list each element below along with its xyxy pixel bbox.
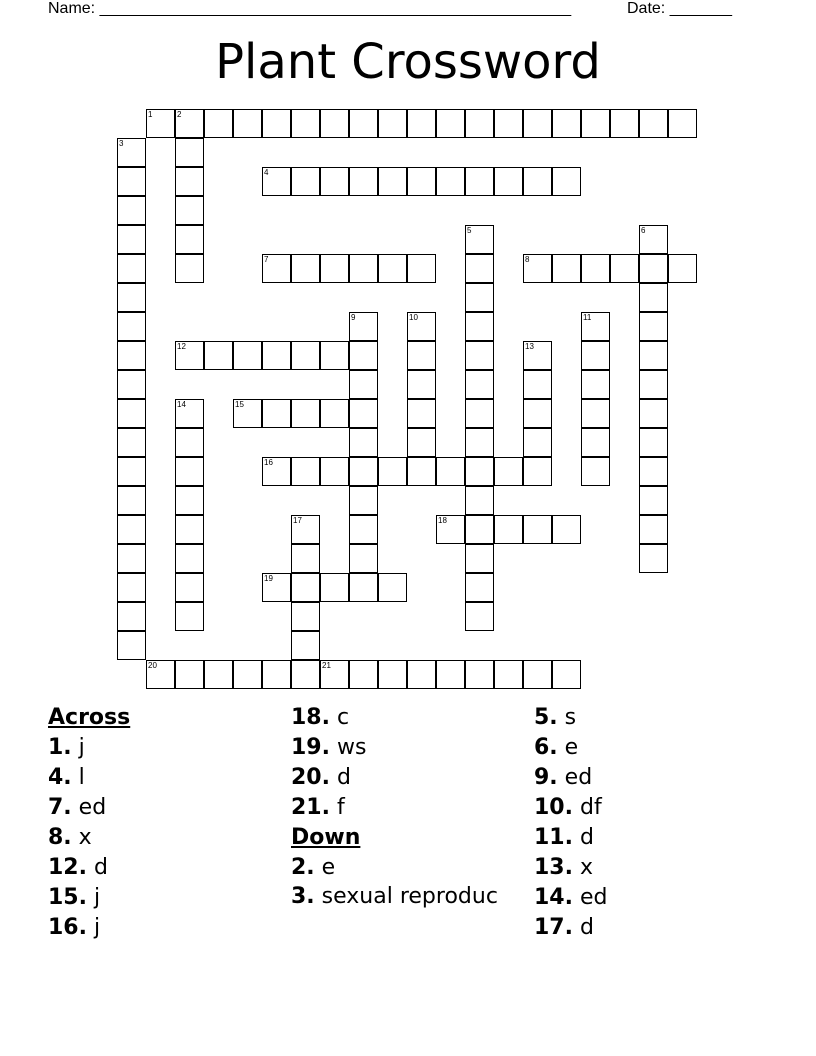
grid-cell[interactable]: [175, 602, 204, 631]
grid-cell[interactable]: [465, 428, 494, 457]
grid-cell[interactable]: [291, 457, 320, 486]
grid-cell[interactable]: [378, 109, 407, 138]
grid-cell[interactable]: [349, 312, 378, 341]
clue-number: 7: [264, 255, 269, 264]
clue-number-label: 13.: [534, 855, 573, 880]
grid-cell[interactable]: [523, 370, 552, 399]
grid-cell[interactable]: [175, 428, 204, 457]
grid-cell[interactable]: [465, 283, 494, 312]
grid-cell[interactable]: [668, 109, 697, 138]
grid-cell[interactable]: [117, 167, 146, 196]
grid-cell[interactable]: [523, 341, 552, 370]
across-clue: [48, 883, 278, 913]
across-clue: [48, 913, 278, 943]
clue-number: 14: [177, 400, 186, 409]
grid-cell[interactable]: [349, 457, 378, 486]
grid-cell[interactable]: [523, 428, 552, 457]
clue-number-label: 19.: [291, 735, 330, 760]
grid-cell[interactable]: [291, 399, 320, 428]
clue-column-2: [291, 703, 521, 910]
grid-cell[interactable]: [581, 254, 610, 283]
grid-cell[interactable]: [407, 370, 436, 399]
grid-cell[interactable]: [262, 167, 291, 196]
name-label: Name:: [48, 0, 96, 17]
grid-cell[interactable]: [465, 254, 494, 283]
grid-cell[interactable]: [320, 167, 349, 196]
grid-cell[interactable]: [204, 660, 233, 689]
grid-cell[interactable]: [465, 602, 494, 631]
grid-cell[interactable]: [291, 602, 320, 631]
grid-cell[interactable]: [117, 399, 146, 428]
clue-text: e: [564, 735, 579, 760]
clue-column-3: [534, 703, 764, 943]
grid-cell[interactable]: [320, 341, 349, 370]
grid-cell[interactable]: [117, 225, 146, 254]
grid-cell[interactable]: [436, 167, 465, 196]
grid-cell[interactable]: [175, 515, 204, 544]
grid-cell[interactable]: [349, 399, 378, 428]
clue-number: 19: [264, 574, 273, 583]
clue-number-label: 15.: [48, 885, 87, 910]
grid-cell[interactable]: [291, 109, 320, 138]
grid-cell[interactable]: [407, 254, 436, 283]
clue-number: 1: [148, 110, 153, 119]
clue-text: sexual reproduc: [321, 884, 498, 909]
grid-cell[interactable]: [465, 515, 494, 544]
across-clue: [48, 733, 278, 763]
grid-cell[interactable]: [291, 167, 320, 196]
grid-cell[interactable]: [610, 109, 639, 138]
clue-number-label: 12.: [48, 855, 87, 880]
clue-number-label: 14.: [534, 885, 573, 910]
grid-cell[interactable]: [175, 660, 204, 689]
grid-cell[interactable]: [639, 254, 668, 283]
grid-cell[interactable]: [320, 457, 349, 486]
grid-cell[interactable]: [175, 341, 204, 370]
clue-text: ed: [78, 795, 107, 820]
grid-cell[interactable]: [291, 544, 320, 573]
page-title: Plant Crossword: [215, 34, 601, 90]
grid-cell[interactable]: [494, 515, 523, 544]
grid-cell[interactable]: [552, 167, 581, 196]
grid-cell[interactable]: [349, 573, 378, 602]
grid-cell[interactable]: [117, 312, 146, 341]
grid-cell[interactable]: [117, 254, 146, 283]
grid-cell[interactable]: [407, 109, 436, 138]
clue-number-label: 18.: [291, 705, 330, 730]
grid-cell[interactable]: [117, 370, 146, 399]
grid-cell[interactable]: [581, 109, 610, 138]
grid-cell[interactable]: [291, 631, 320, 660]
grid-cell[interactable]: [349, 515, 378, 544]
grid-cell[interactable]: [639, 109, 668, 138]
grid-cell[interactable]: [320, 573, 349, 602]
grid-cell[interactable]: [320, 660, 349, 689]
clue-text: e: [321, 855, 336, 880]
grid-cell[interactable]: [407, 457, 436, 486]
clue-number: 5: [467, 226, 472, 235]
grid-cell[interactable]: [117, 138, 146, 167]
grid-cell[interactable]: [407, 428, 436, 457]
grid-cell[interactable]: [349, 109, 378, 138]
grid-cell[interactable]: [378, 167, 407, 196]
clue-column-1: [48, 703, 278, 943]
grid-cell[interactable]: [349, 341, 378, 370]
grid-cell[interactable]: [233, 399, 262, 428]
clue-text: s: [564, 705, 577, 730]
grid-cell[interactable]: [233, 109, 262, 138]
grid-cell[interactable]: [262, 457, 291, 486]
down-clue: [534, 823, 764, 853]
grid-cell[interactable]: [639, 312, 668, 341]
grid-cell[interactable]: [639, 370, 668, 399]
clue-number: 16: [264, 458, 273, 467]
clue-number-label: 1.: [48, 735, 72, 760]
across-clue: [48, 793, 278, 823]
grid-cell[interactable]: [581, 428, 610, 457]
grid-cell[interactable]: [436, 515, 465, 544]
grid-cell[interactable]: [146, 109, 175, 138]
clue-number: 6: [641, 226, 646, 235]
clue-number: 4: [264, 168, 269, 177]
grid-cell[interactable]: [262, 573, 291, 602]
clue-number-label: 21.: [291, 795, 330, 820]
grid-cell[interactable]: [668, 254, 697, 283]
clue-number: 13: [525, 342, 534, 351]
grid-cell[interactable]: [436, 457, 465, 486]
grid-cell[interactable]: [175, 544, 204, 573]
grid-cell[interactable]: [407, 399, 436, 428]
down-heading: Down: [291, 825, 361, 850]
grid-cell[interactable]: [465, 225, 494, 254]
name-line: _____________________________________________________: [99, 0, 572, 17]
grid-cell[interactable]: [117, 341, 146, 370]
clue-number: 11: [583, 313, 592, 322]
clue-number-label: 17.: [534, 915, 573, 940]
grid-cell[interactable]: [407, 341, 436, 370]
grid-cell[interactable]: [378, 254, 407, 283]
clue-number: 9: [351, 313, 356, 322]
clue-number: 18: [438, 516, 447, 525]
grid-cell[interactable]: [378, 457, 407, 486]
grid-cell[interactable]: [175, 399, 204, 428]
clue-number: 3: [119, 139, 124, 148]
clue-number: 17: [293, 516, 302, 525]
grid-cell[interactable]: [552, 109, 581, 138]
clue-text: f: [336, 795, 345, 820]
grid-cell[interactable]: [117, 196, 146, 225]
grid-cell[interactable]: [349, 370, 378, 399]
clue-number: 8: [525, 255, 530, 264]
grid-cell[interactable]: [639, 544, 668, 573]
clue-number-label: 11.: [534, 825, 573, 850]
grid-cell[interactable]: [349, 486, 378, 515]
grid-cell[interactable]: [465, 486, 494, 515]
grid-cell[interactable]: [523, 254, 552, 283]
down-clue: [534, 763, 764, 793]
across-heading: Across: [48, 705, 131, 730]
grid-cell[interactable]: [349, 544, 378, 573]
grid-cell[interactable]: [436, 109, 465, 138]
clue-number: 20: [148, 661, 157, 670]
date-label: Date:: [627, 0, 666, 17]
grid-cell[interactable]: [523, 660, 552, 689]
grid-cell[interactable]: [523, 109, 552, 138]
grid-cell[interactable]: [262, 254, 291, 283]
grid-cell[interactable]: [175, 486, 204, 515]
grid-cell[interactable]: [581, 370, 610, 399]
grid-cell[interactable]: [465, 341, 494, 370]
clue-number-label: 2.: [291, 855, 315, 880]
clue-text: d: [336, 765, 351, 790]
clue-number-label: 9.: [534, 765, 558, 790]
grid-cell[interactable]: [175, 457, 204, 486]
across-clue: [291, 733, 521, 763]
grid-cell[interactable]: [175, 573, 204, 602]
grid-cell[interactable]: [175, 138, 204, 167]
clue-text: d: [579, 915, 594, 940]
clue-number: 15: [235, 400, 244, 409]
clue-number: 12: [177, 342, 186, 351]
grid-cell[interactable]: [117, 573, 146, 602]
grid-cell[interactable]: [523, 457, 552, 486]
clue-text: ws: [336, 735, 367, 760]
grid-cell[interactable]: [117, 428, 146, 457]
grid-cell[interactable]: [639, 225, 668, 254]
grid-cell[interactable]: [639, 428, 668, 457]
grid-cell[interactable]: [494, 457, 523, 486]
grid-cell[interactable]: [233, 341, 262, 370]
grid-cell[interactable]: [175, 109, 204, 138]
grid-cell[interactable]: [465, 109, 494, 138]
clue-number-label: 5.: [534, 705, 558, 730]
grid-cell[interactable]: [465, 167, 494, 196]
grid-cell[interactable]: [465, 312, 494, 341]
down-clue: [291, 853, 521, 883]
grid-cell[interactable]: [465, 399, 494, 428]
clue-text: c: [336, 705, 350, 730]
down-clue: [291, 883, 521, 910]
grid-cell[interactable]: [552, 254, 581, 283]
clue-number-label: 20.: [291, 765, 330, 790]
across-clue: [291, 763, 521, 793]
grid-cell[interactable]: [465, 544, 494, 573]
clue-number: 10: [409, 313, 418, 322]
grid-cell[interactable]: [117, 283, 146, 312]
grid-cell[interactable]: [320, 109, 349, 138]
clue-text: x: [579, 855, 594, 880]
grid-cell[interactable]: [291, 660, 320, 689]
across-clue: [291, 793, 521, 823]
clue-text: j: [78, 735, 85, 760]
grid-cell[interactable]: [349, 254, 378, 283]
clue-text: df: [579, 795, 602, 820]
clue-number: 2: [177, 110, 182, 119]
grid-cell[interactable]: [494, 109, 523, 138]
grid-cell[interactable]: [320, 399, 349, 428]
clue-text: l: [78, 765, 85, 790]
grid-cell[interactable]: [291, 573, 320, 602]
down-clue: [534, 703, 764, 733]
grid-cell[interactable]: [117, 631, 146, 660]
grid-cell[interactable]: [291, 341, 320, 370]
clue-text: j: [93, 885, 101, 910]
grid-cell[interactable]: [378, 573, 407, 602]
grid-cell[interactable]: [291, 515, 320, 544]
grid-cell[interactable]: [175, 167, 204, 196]
grid-cell[interactable]: [407, 660, 436, 689]
grid-cell[interactable]: [581, 341, 610, 370]
grid-cell[interactable]: [523, 515, 552, 544]
down-clue: [534, 913, 764, 943]
clue-text: ed: [564, 765, 593, 790]
across-clue: [48, 853, 278, 883]
grid-cell[interactable]: [639, 341, 668, 370]
clue-text: x: [78, 825, 92, 850]
grid-cell[interactable]: [175, 196, 204, 225]
clue-number-label: 7.: [48, 795, 72, 820]
grid-cell[interactable]: [349, 660, 378, 689]
down-clue: [534, 793, 764, 823]
grid-cell[interactable]: [262, 341, 291, 370]
clue-number-label: 8.: [48, 825, 72, 850]
across-clue: [291, 703, 521, 733]
grid-cell[interactable]: [378, 660, 407, 689]
grid-cell[interactable]: [465, 660, 494, 689]
grid-cell[interactable]: [639, 283, 668, 312]
grid-cell[interactable]: [407, 312, 436, 341]
grid-cell[interactable]: [262, 660, 291, 689]
grid-cell[interactable]: [523, 167, 552, 196]
grid-cell[interactable]: [117, 544, 146, 573]
grid-cell[interactable]: [581, 399, 610, 428]
grid-cell[interactable]: [407, 167, 436, 196]
grid-cell[interactable]: [262, 399, 291, 428]
grid-cell[interactable]: [175, 254, 204, 283]
grid-cell[interactable]: [117, 602, 146, 631]
clue-number-label: 16.: [48, 915, 87, 940]
grid-cell[interactable]: [204, 109, 233, 138]
grid-cell[interactable]: [117, 457, 146, 486]
grid-cell[interactable]: [436, 660, 465, 689]
grid-cell[interactable]: [349, 167, 378, 196]
grid-cell[interactable]: [523, 399, 552, 428]
grid-cell[interactable]: [204, 341, 233, 370]
clue-number-label: 4.: [48, 765, 72, 790]
down-clue: [534, 853, 764, 883]
grid-cell[interactable]: [320, 254, 349, 283]
clue-text: ed: [579, 885, 608, 910]
grid-cell[interactable]: [494, 660, 523, 689]
grid-cell[interactable]: [117, 486, 146, 515]
grid-cell[interactable]: [581, 457, 610, 486]
date-line: _______: [669, 0, 732, 17]
clue-text: j: [93, 915, 101, 940]
grid-cell[interactable]: [494, 167, 523, 196]
grid-cell[interactable]: [233, 660, 262, 689]
clue-text: d: [93, 855, 108, 880]
grid-cell[interactable]: [639, 515, 668, 544]
grid-cell[interactable]: [639, 399, 668, 428]
grid-cell[interactable]: [610, 254, 639, 283]
grid-cell[interactable]: [117, 515, 146, 544]
grid-cell[interactable]: [262, 109, 291, 138]
clue-number-label: 3.: [291, 884, 315, 909]
down-clue: [534, 883, 764, 913]
down-clue: [534, 733, 764, 763]
grid-cell[interactable]: [581, 312, 610, 341]
grid-cell[interactable]: [639, 486, 668, 515]
grid-cell[interactable]: [552, 660, 581, 689]
grid-cell[interactable]: [175, 225, 204, 254]
grid-cell[interactable]: [639, 457, 668, 486]
grid-cell[interactable]: [465, 457, 494, 486]
clue-number-label: 10.: [534, 795, 573, 820]
clue-number: 21: [322, 661, 331, 670]
clue-number-label: 6.: [534, 735, 558, 760]
grid-cell[interactable]: [349, 428, 378, 457]
grid-cell[interactable]: [291, 254, 320, 283]
grid-cell[interactable]: [146, 660, 175, 689]
across-clue: [48, 763, 278, 793]
grid-cell[interactable]: [465, 573, 494, 602]
clue-text: d: [579, 825, 594, 850]
grid-cell[interactable]: [552, 515, 581, 544]
grid-cell[interactable]: [465, 370, 494, 399]
across-clue: [48, 823, 278, 853]
